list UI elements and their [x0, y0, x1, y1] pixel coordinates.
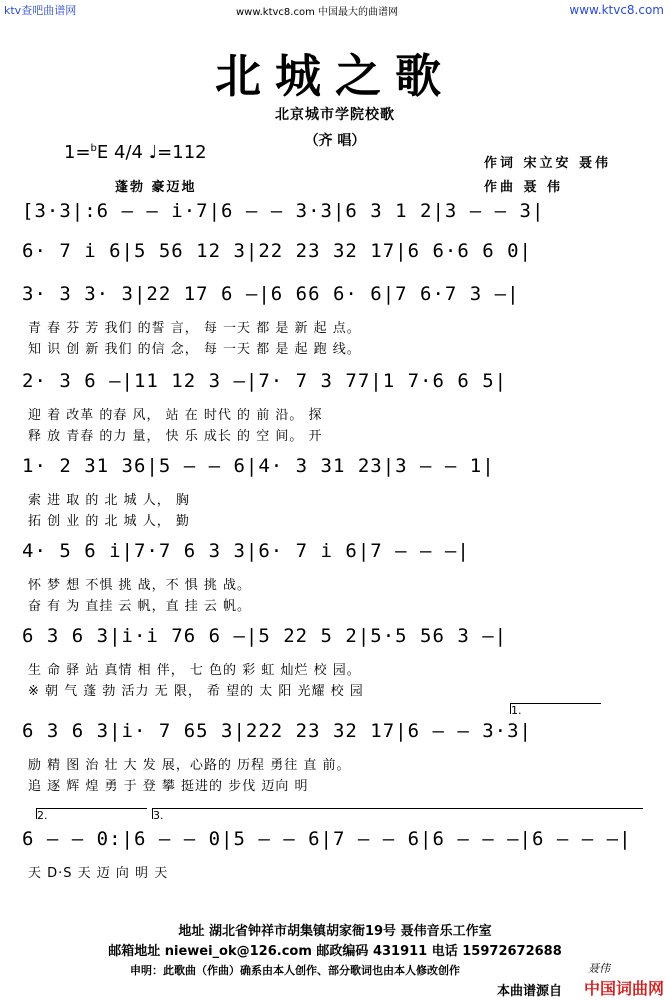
lyric-verse-2: 奋 有 为 直挂 云 帆，直 挂 云 帆。 [28, 599, 252, 614]
site-tagline: www.ktvc8.com 中国最大的曲谱网 [236, 7, 399, 18]
lyric-verse-2: 追 逐 辉 煌 勇 于 登 攀 挺进的 步伐 迈向 明 [28, 779, 309, 794]
key-prefix: 1= [64, 142, 91, 163]
lyricist-credit: 作词 宋立安 聂伟 [484, 156, 612, 171]
notation-line: 6 3 6 3|i·i 76 6 —|5 22 5 2|5·5 56 3 —| [22, 625, 508, 647]
notation-line: 6· 7 i 6|5 56 12 3|22 23 32 17|6 6·6 6 0| [22, 240, 532, 262]
notation-line: [3·3|:6 — — i·7|6 — — 3·3|6 3 1 2|3 — — 3| [22, 200, 545, 222]
lyric-verse-2: 知 识 创 新 我们 的信 念， 每 一天 都 是 起 跑 线。 [28, 342, 361, 357]
lyric-verse-2: ※ 朝 气 蓬 勃 活力 无 限， 希 望的 太 阳 光耀 校 园 [28, 684, 364, 699]
lyric-verse-1: 天 D·S 天 迈 向 明 天 [28, 866, 169, 881]
notation-line: 6 — — 0:|6 — — 0|5 — — 6|7 — — 6|6 — — —|6 — — —| [22, 828, 632, 850]
lyric-verse-1: 索 进 取 的 北 城 人， 胸 [28, 493, 190, 508]
tempo-mood: 蓬勃 豪迈地 [115, 180, 197, 195]
key-signature [64, 142, 207, 163]
volta-bracket-3: 3. [152, 808, 643, 819]
notation-line: 4· 5 6 i|7·7 6 3 3|6· 7 i 6|7 — — —| [22, 540, 470, 562]
performance-type: （齐 唱） [304, 133, 366, 149]
lyric-verse-1: 青 春 芬 芳 我们 的誓 言， 每 一天 都 是 新 起 点。 [28, 321, 361, 336]
notation-line: 6 3 6 3|i· 7 65 3|222 23 32 17|6 — — 3·3| [22, 720, 532, 742]
footer-declaration: 申明：此歌曲（作曲）确系由本人创作、部分歌词也由本人修改创作 [130, 964, 460, 977]
site-url[interactable]: www.ktvc8.com [569, 3, 664, 17]
song-title: 北城之歌 [215, 49, 455, 103]
site-logo-text[interactable]: ktv查吧曲谱网 [4, 4, 77, 17]
notation-line: 3· 3 3· 3|22 17 6 —|6 66 6· 6|7 6·7 3 —| [22, 283, 520, 305]
footer-contact: 邮箱地址 niewei_ok@126.com 邮政编码 431911 电话 15972672688 [108, 944, 562, 959]
signature: 聂伟 [588, 962, 610, 975]
flat-sign: b [90, 143, 97, 154]
footer-address: 地址 湖北省钟祥市胡集镇胡家衙19号 聂伟音乐工作室 [178, 924, 492, 939]
source-brand[interactable]: 中国词曲网 [583, 979, 664, 998]
notation-line: 2· 3 6 —|11 12 3 —|7· 7 3 77|1 7·6 6 5| [22, 370, 508, 392]
composer-credit: 作曲 聂 伟 [484, 180, 564, 195]
lyric-verse-1: 励 精 图 治 壮 大 发 展，心路的 历程 勇往 直 前。 [28, 758, 351, 773]
lyric-verse-1: 生 命 驿 站 真情 相 伴， 七 色的 彩 虹 灿烂 校 园。 [28, 663, 361, 678]
notation-line: 1· 2 31 36|5 — — 6|4· 3 31 23|3 — — 1| [22, 455, 495, 477]
volta-bracket-2: 2. [36, 808, 147, 819]
lyric-verse-2: 释 放 青春 的力 量， 快 乐 成长 的 空 间。 开 [28, 429, 323, 444]
volta-bracket-1: 1. [510, 703, 601, 714]
lyric-verse-1: 怀 梦 想 不惧 挑 战，不 惧 挑 战。 [28, 578, 252, 593]
lyric-verse-2: 拓 创 业 的 北 城 人， 勤 [28, 514, 190, 529]
song-subtitle: 北京城市学院校歌 [275, 107, 395, 123]
lyric-verse-1: 迎 着 改革 的春 风， 站 在 时代 的 前 沿。 探 [28, 408, 323, 423]
key-tempo: E 4/4 ♩=112 [96, 142, 207, 163]
source-label: 本曲谱源自 [496, 984, 562, 999]
